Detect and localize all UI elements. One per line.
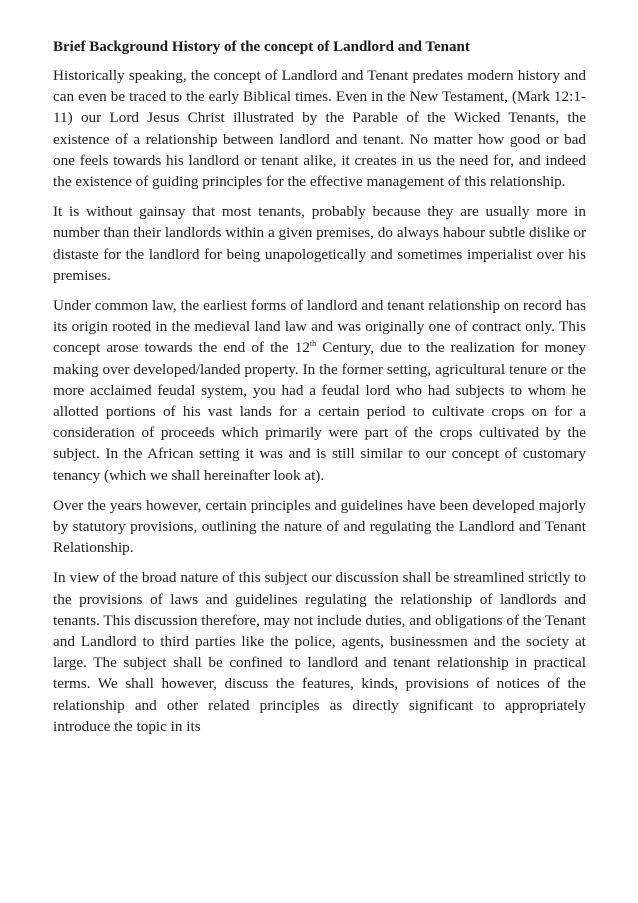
paragraph-scope-of-discussion: In view of the broad nature of this subject our discussion shall be streamlined strictly to the provisions of laws and guidelines regulating the relationship of landlords and tenants. This discussion therefore, may not include duties, and obligations of the Tenant and Landlord to third parties like the police, agents, businessmen and the society at large. The subject shall be confined to landlord and tenant relationship in practical terms. We shall however, discuss the features, kinds, provisions of notices of the relationship and other related principles as directly significant to appropriately introduce the topic in its — [53, 569, 586, 735]
section-title: Brief Background History of the concept of Landlord and Tenant — [53, 39, 470, 55]
paragraph-tenant-sentiment: It is without gainsay that most tenants, probably because they are usually more in number than their landlords within a given premises, do always habour subtle dislike or distaste for the landlord for being unapologetically and sometimes imperialist over his premises. — [53, 203, 586, 284]
paragraph-historical-context: Historically speaking, the concept of Landlord and Tenant predates modern history and can even be traced to the early Biblical times. Even in the New Testament, (Mark 12:1-11) our Lord Jesus Christ illustrated by the Parable of the Wicked Tenants, the existence of a relationship between landlord and tenant. No matter how good or bad one feels towards his landlord or tenant alike, it creates in us the need for, and indeed the existence of guiding principles for the effective management of this relationship. — [53, 67, 586, 191]
paragraph-text-before: Under common law, the earliest forms of landlord and tenant relationship on record has its origin rooted in the medieval land law and was originally one of contract only. This concept arose towards the end of the 12 — [53, 297, 586, 357]
paragraph-common-law-origins — [53, 295, 586, 486]
paragraph-text-after: Century, due to the realization for money making over developed/landed property. In the former setting, agricultural tenure or the more acclaimed feudal system, you had a feudal lord who had subjects to whom he allotted portions of his vast lands for a certain period to cultivate crops on for a consideration of proceeds which primarily were part of the crops cultivated by the subject. In the African setting it was and is still similar to our concept of customary tenancy (which we shall hereinafter look at). — [53, 339, 587, 484]
document-page — [53, 36, 586, 746]
paragraph-statutory-development: Over the years however, certain principles and guidelines have been developed majorly by statutory provisions, outlining the nature of and regulating the Landlord and Tenant Relationship. — [53, 496, 586, 557]
ordinal-superscript: th — [309, 339, 317, 349]
